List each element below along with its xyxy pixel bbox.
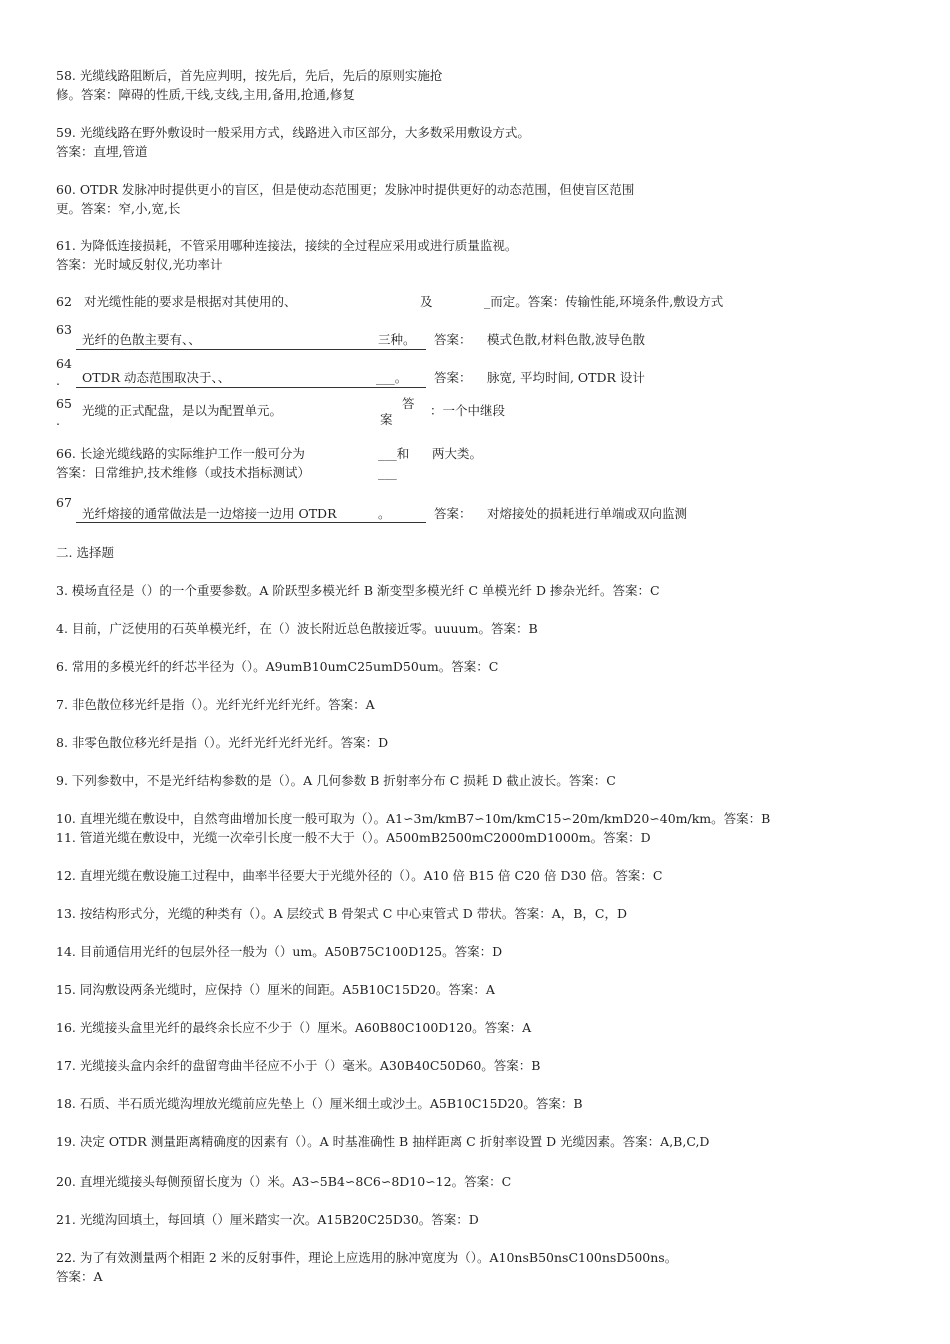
q65-answer-label-bottom: 案	[380, 412, 393, 427]
choice-q6: 6. 常用的多模光纤的纤芯半径为（）。A9umB10umC25umD50um。答案：C	[56, 659, 499, 674]
q64-number: 64	[56, 356, 72, 371]
q64-blank-line	[76, 387, 426, 388]
choice-q8: 8. 非零色散位移光纤是指（）。光纤光纤光纤光纤。答案：D	[56, 735, 389, 750]
choice-q21: 21. 光缆沟回填土，每回填（）厘米踏实一次。A15B20C25D30。答案：D	[56, 1212, 479, 1227]
q67-answer-label: 答案：	[434, 506, 472, 521]
choice-q13: 13. 按结构形式分，光缆的种类有（）。A 层绞式 B 骨架式 C 中心束管式 D 带状。答案：A，B，C，D	[56, 906, 628, 921]
q66-line2: 答案：日常维护,技术维修（或技术指标测试）	[56, 465, 310, 480]
q64-dot: .	[56, 373, 60, 388]
q59-line1: 59. 光缆线路在野外敷设时一般采用方式，线路进入市区部分，大多数采用敷设方式。	[56, 125, 530, 140]
q63-answer-label: 答案：	[434, 332, 472, 347]
q65-dot: .	[56, 413, 60, 428]
choice-q22-answer: 答案：A	[56, 1269, 103, 1284]
q65-answer-label-top: 答	[402, 396, 415, 411]
q58-line1: 58. 光缆线路阻断后，首先应判明，按先后，先后，先后的原则实施抢	[56, 68, 443, 83]
q59-line2: 答案：直埋,管道	[56, 144, 148, 159]
q67-tail: 。	[378, 506, 391, 521]
choice-q4: 4. 目前，广泛使用的石英单模光纤，在（）波长附近总色散接近零。uuuum。答案：B	[56, 621, 538, 636]
q62-text: 对光缆性能的要求是根据对其使用的、	[84, 294, 297, 309]
q67-number: 67	[56, 495, 72, 510]
q67-blank-line	[76, 522, 426, 523]
q65-answer: ：一个中继段	[430, 403, 506, 418]
section-title: 二. 选择题	[56, 545, 114, 560]
choice-q10: 10. 直埋光缆在敷设中，自然弯曲增加长度一般可取为（）。A1∽3m/kmB7∽10m/kmC15∽20m/kmD20∽40m/km。答案：B	[56, 811, 771, 826]
q61-line1: 61. 为降低连接损耗，不管采用哪种连接法，接续的全过程应采用或进行质量监视。	[56, 238, 518, 253]
choice-q9: 9. 下列参数中，不是光纤结构参数的是（）。A 几何参数 B 折射率分布 C 损耗 D 截止波长。答案：C	[56, 773, 616, 788]
q63-number: 63	[56, 322, 72, 337]
choice-q15: 15. 同沟敷设两条光缆时，应保持（）厘米的间距。A5B10C15D20。答案：A	[56, 982, 495, 997]
choice-q19: 19. 决定 OTDR 测量距离精确度的因素有（）。A 时基准确性 B 抽样距离 C 折射率设置 D 光缆因素。答案：A,B,C,D	[56, 1134, 710, 1149]
q65-text: 光缆的正式配盘，是以为配置单元。	[82, 403, 283, 418]
q66-tail: 两大类。	[432, 446, 483, 461]
q62-and: 及	[420, 294, 433, 309]
choice-q18: 18. 石质、半石质光缆沟埋放光缆前应先垫上（）厘米细土或沙土。A5B10C15D20。答案：B	[56, 1096, 583, 1111]
choice-q3: 3. 模场直径是（）的一个重要参数。A 阶跃型多模光纤 B 渐变型多模光纤 C 单模光纤 D 掺杂光纤。答案：C	[56, 583, 660, 598]
q62-tail: _而定。答案：传输性能,环境条件,敷设方式	[484, 294, 724, 309]
q63-blank-line	[76, 349, 426, 350]
q66-blank-and: ___和	[378, 446, 410, 461]
q64-tail: ___。	[376, 370, 408, 385]
choice-q17: 17. 光缆接头盒内余纤的盘留弯曲半径应不小于（）毫米。A30B40C50D60。答案：B	[56, 1058, 541, 1073]
q60-line2: 更。答案：窄,小,宽,长	[56, 201, 181, 216]
choice-q22: 22. 为了有效测量两个相距 2 米的反射事件，理论上应选用的脉冲宽度为（）。A10nsB50nsC100nsD500ns。	[56, 1250, 678, 1265]
choice-q12: 12. 直埋光缆在敷设施工过程中，曲率半径要大于光缆外径的（）。A10 倍 B15 倍 C20 倍 D30 倍。答案：C	[56, 868, 663, 883]
q64-answer-label: 答案：	[434, 370, 472, 385]
choice-q16: 16. 光缆接头盒里光纤的最终余长应不少于（）厘米。A60B80C100D120。答案：A	[56, 1020, 532, 1035]
q63-tail: 三种。	[378, 332, 416, 347]
q67-text: 光纤熔接的通常做法是一边熔接一边用 OTDR	[82, 506, 337, 521]
q63-text: 光纤的色散主要有、、	[82, 332, 201, 347]
q63-answer: 模式色散,材料色散,波导色散	[487, 332, 645, 347]
q62-number: 62	[56, 294, 72, 309]
choice-q20: 20. 直埋光缆接头每侧预留长度为（）米。A3∽5B4∽8C6∽8D10∽12。答案：C	[56, 1174, 512, 1189]
q67-answer: 对熔接处的损耗进行单端或双向监测	[487, 506, 688, 521]
q66-line1: 66. 长途光缆线路的实际维护工作一般可分为	[56, 446, 305, 461]
choice-q14: 14. 目前通信用光纤的包层外径一般为（）um。A50B75C100D125。答案：D	[56, 944, 503, 959]
choice-q7: 7. 非色散位移光纤是指（）。光纤光纤光纤光纤。答案：A	[56, 697, 375, 712]
q60-line1: 60. OTDR 发脉冲时提供更小的盲区，但是使动态范围更；发脉冲时提供更好的动态范围，但使盲区范围	[56, 182, 635, 197]
q64-answer: 脉宽, 平均时间, OTDR 设计	[487, 370, 645, 385]
q65-number: 65	[56, 396, 72, 411]
q66-blank2: ___	[378, 465, 397, 480]
q61-line2: 答案：光时域反射仪,光功率计	[56, 257, 223, 272]
choice-q11: 11. 管道光缆在敷设中，光缆一次牵引长度一般不大于（）。A500mB2500mC2000mD1000m。答案：D	[56, 830, 651, 845]
q64-text: OTDR 动态范围取决于、、	[82, 370, 231, 385]
q58-line2: 修。答案：障碍的性质,干线,支线,主用,备用,抢通,修复	[56, 87, 355, 102]
